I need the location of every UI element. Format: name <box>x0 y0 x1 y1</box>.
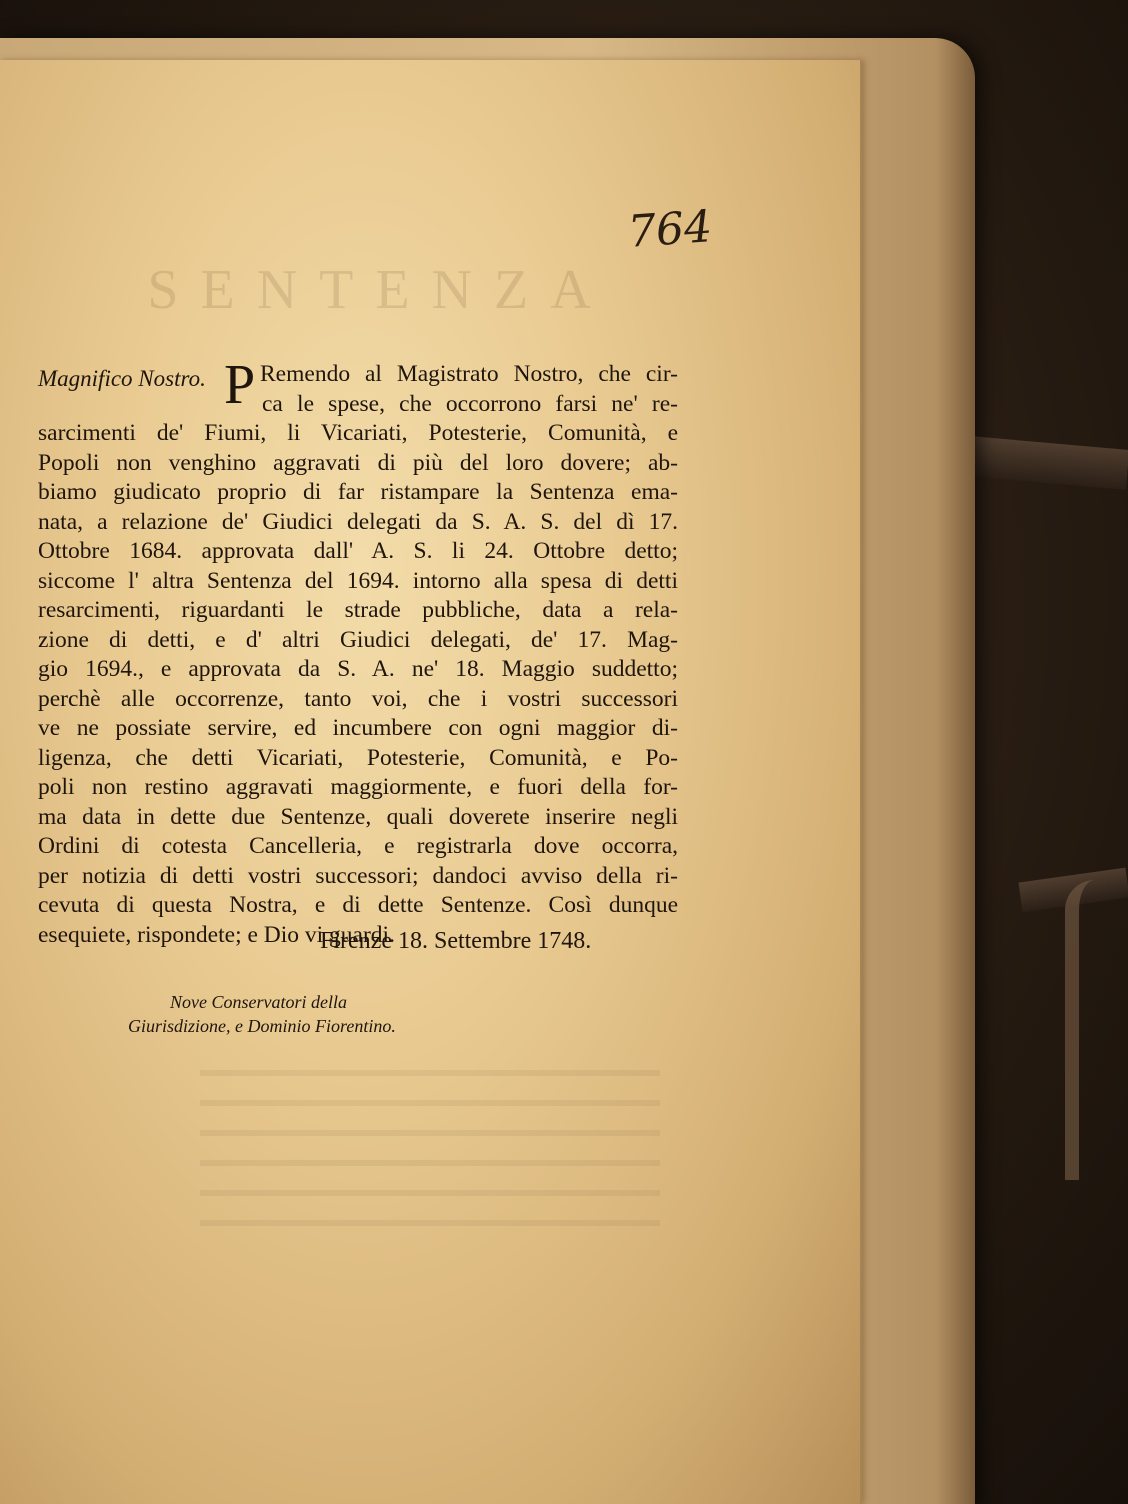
text-line: siccome l' altra Sentenza del 1694. intorno alla spesa di detti <box>38 567 678 594</box>
folio-number: 764 <box>626 201 714 258</box>
text-line: esequiete, rispondete; e Dio vi guardi. <box>38 921 395 948</box>
show-through-heading: SENTENZA <box>147 259 613 321</box>
text-line: biamo giudicato proprio di far ristampare la Sentenza ema- <box>38 479 678 505</box>
text-line: resarcimenti, riguardanti le strade pubbliche, data a rela- <box>38 597 678 623</box>
binding-wire <box>1065 880 1105 1180</box>
text-line: ma data in dette due Sentenze, quali doverete inserire negli <box>38 803 678 830</box>
salutation: Magnifico Nostro. <box>38 366 206 391</box>
document-page <box>0 60 862 1504</box>
signature-line-2: Giurisdizione, e Dominio Fiorentino. <box>128 1016 396 1036</box>
text-line: Ordini di cotesta Cancelleria, e registrarla dove occorra, <box>38 833 678 859</box>
text-line: perchè alle occorrenze, tanto voi, che i vostri successori <box>38 685 678 712</box>
date-line: Firenze 18. Settembre 1748. <box>320 928 592 954</box>
signature-line-1: Nove Conservatori della <box>170 992 347 1012</box>
text-line: gio 1694., e approvata da S. A. ne' 18. Maggio suddetto; <box>38 656 678 682</box>
text-line: ligenza, che detti Vicariati, Potesterie, Comunità, e Po- <box>38 744 678 771</box>
text-line: Ottobre 1684. approvata dall' A. S. li 24. Ottobre detto; <box>38 538 678 564</box>
text-line: per notizia di detti vostri successori; dandoci avviso della ri- <box>38 862 678 889</box>
text-line: ve ne possiate servire, ed incumbere con ogni maggior di- <box>38 715 678 741</box>
text-line: sarcimenti de' Fiumi, li Vicariati, Potesterie, Comunità, e <box>38 420 678 446</box>
text-line: nata, a relazione de' Giudici delegati da S. A. S. del dì 17. <box>38 508 678 535</box>
text-line: Popoli non venghino aggravati di più del loro dovere; ab- <box>38 449 678 476</box>
text-line: poli non restino aggravati maggiormente, e fuori della for- <box>38 774 678 800</box>
text-line: zione di detti, e d' altri Giudici delegati, de' 17. Mag- <box>38 626 678 653</box>
text-line: cevuta di questa Nostra, e di dette Sentenze. Così dunque <box>38 892 678 918</box>
text-line: Remendo al Magistrato Nostro, che cir- <box>260 361 678 387</box>
signature-block <box>128 990 396 1038</box>
letter-body <box>38 354 678 950</box>
letter-paragraph <box>38 354 678 950</box>
drop-cap: P <box>224 354 256 416</box>
text-line: ca le spese, che occorrono farsi ne' re- <box>262 390 678 417</box>
show-through-text <box>200 1070 660 1230</box>
